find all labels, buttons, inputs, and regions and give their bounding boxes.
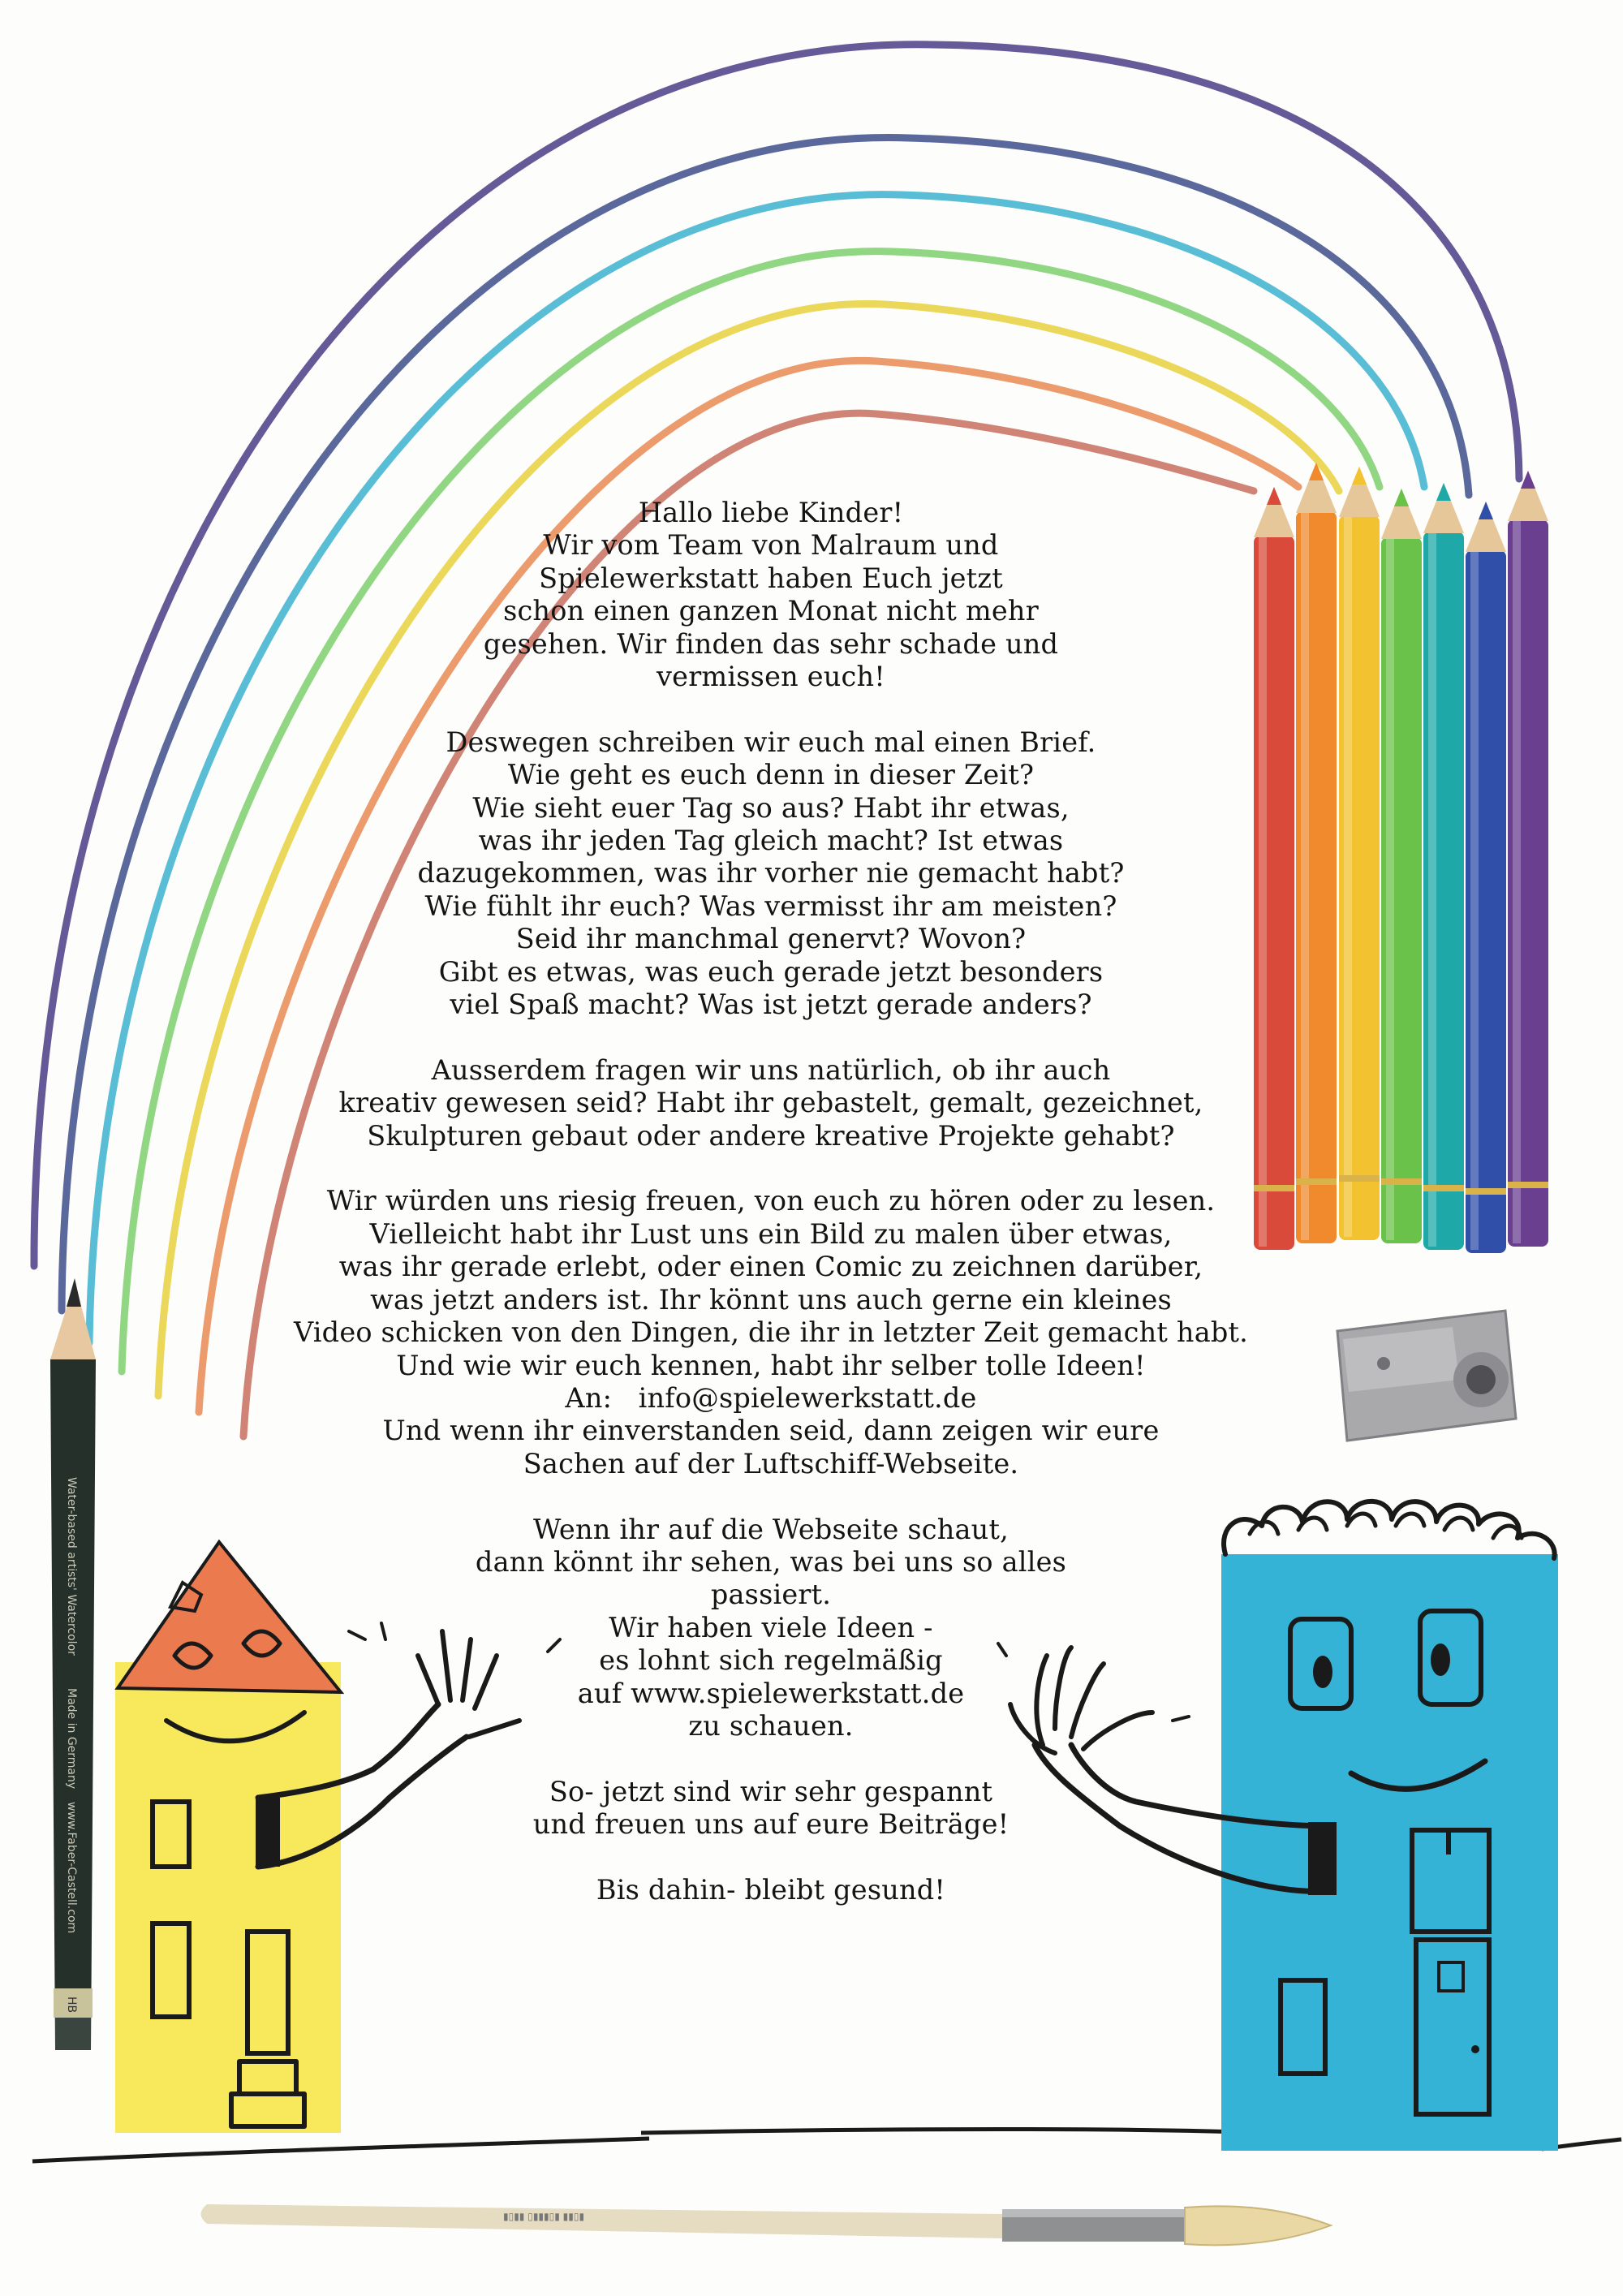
letter-line: was ihr gerade erlebt, oder einen Comic zu zeichnen darüber, [338, 1251, 1203, 1283]
letter-line: gesehen. Wir finden das sehr schade und [483, 627, 1059, 660]
letter-line: dann könnt ihr sehen, was bei uns so alles [475, 1545, 1067, 1578]
letter-line: Wie geht es euch denn in dieser Zeit? [507, 759, 1035, 791]
letter-line: Spielewerkstatt haben Euch jetzt [539, 562, 1003, 594]
graphite-pencil [50, 1278, 96, 2050]
letter-line: Vielleicht habt ihr Lust uns ein Bild zu malen über etwas, [369, 1217, 1173, 1250]
letter-line: vermissen euch! [657, 661, 885, 693]
pencil-imprint-1: Water-based artists' Watercolor [65, 1477, 78, 1656]
letter-line: Wie fühlt ihr euch? Was vermisst ihr am meisten? [424, 890, 1117, 922]
letter-line: Bis dahin- bleibt gesund! [596, 1873, 946, 1906]
letter-line: zu schauen. [688, 1709, 854, 1742]
letter-line: Und wie wir euch kennen, habt ihr selber tolle Ideen! [396, 1349, 1146, 1381]
letter-line: was ihr jeden Tag gleich macht? Ist etwas [478, 825, 1064, 857]
letter-line: Skulpturen gebaut oder andere kreative Projekte gehabt? [367, 1119, 1175, 1152]
letter-line: Deswegen schreiben wir euch mal einen Brief. [446, 726, 1096, 758]
letter-line: Wie sieht euer Tag so aus? Habt ihr etwas, [472, 791, 1070, 824]
letter-line: Seid ihr manchmal genervt? Wovon? [515, 923, 1027, 955]
letter-line: An: info@spielewerkstatt.de [565, 1381, 977, 1414]
letter-line: Video schicken von den Dingen, die ihr in letzter Zeit gemacht habt. [293, 1316, 1249, 1349]
letter-line: kreativ gewesen seid? Habt ihr gebastelt, gemalt, gezeichnet, [338, 1087, 1203, 1119]
letter-line: dazugekommen, was ihr vorher nie gemacht habt? [417, 857, 1125, 890]
letter-line: viel Spaß macht? Was ist jetzt gerade anders? [450, 989, 1092, 1021]
pencil-sharpener [1337, 1311, 1516, 1441]
pencil-imprint-grade: HB [65, 1997, 78, 2014]
pencil-imprint-3: www.Faber-Castell.com [65, 1802, 78, 1934]
letter-line: Sachen auf der Luftschiff-Webseite. [523, 1447, 1019, 1480]
letter-line: Und wenn ihr einverstanden seid, dann zeigen wir eure [382, 1415, 1160, 1447]
letter-paragraph [203, 1514, 1339, 1743]
letter-line: und freuen uns auf eure Beiträge! [532, 1808, 1010, 1841]
letter-line: was jetzt anders ist. Ihr könnt uns auch gerne ein kleines [370, 1283, 1172, 1316]
letter-line: passiert. [710, 1579, 832, 1611]
pencil-imprint-2: Made in Germany [65, 1688, 78, 1790]
paintbrush [201, 2204, 1332, 2245]
letter-paragraph [203, 1054, 1339, 1152]
letter-line: So- jetzt sind wir sehr gespannt [549, 1775, 993, 1807]
letter-line: Wenn ihr auf die Webseite schaut, [533, 1513, 1009, 1545]
letter-line: Ausserdem fragen wir uns natürlich, ob ihr auch [431, 1053, 1111, 1086]
letter-line: Wir würden uns riesig freuen, von euch zu hören oder zu lesen. [326, 1185, 1216, 1217]
letter-line: Hallo liebe Kinder! [638, 497, 904, 528]
letter-paragraph [203, 1874, 1339, 1906]
letter-line: schon einen ganzen Monat nicht mehr [503, 595, 1039, 627]
letter-paragraph [203, 1185, 1339, 1480]
letter-text [203, 497, 1339, 1940]
letter-line: es lohnt sich regelmäßig [599, 1644, 943, 1677]
letter-line: Gibt es etwas, was euch gerade jetzt besonders [438, 955, 1104, 988]
letter-line: Wir haben viele Ideen - [609, 1611, 933, 1643]
letter-paragraph [203, 1776, 1339, 1842]
svg-text:▮▯▮▮ ▯▮▮▮▯▮ ▮▮▯▮: ▮▯▮▮ ▯▮▮▮▯▮ ▮▮▯▮ [503, 2211, 585, 2222]
letter-line: Wir vom Team von Malraum und [543, 529, 999, 562]
letter-paragraph [203, 726, 1339, 1022]
letter-line: auf www.spielewerkstatt.de [577, 1677, 965, 1709]
letter-paragraph [203, 497, 1339, 693]
